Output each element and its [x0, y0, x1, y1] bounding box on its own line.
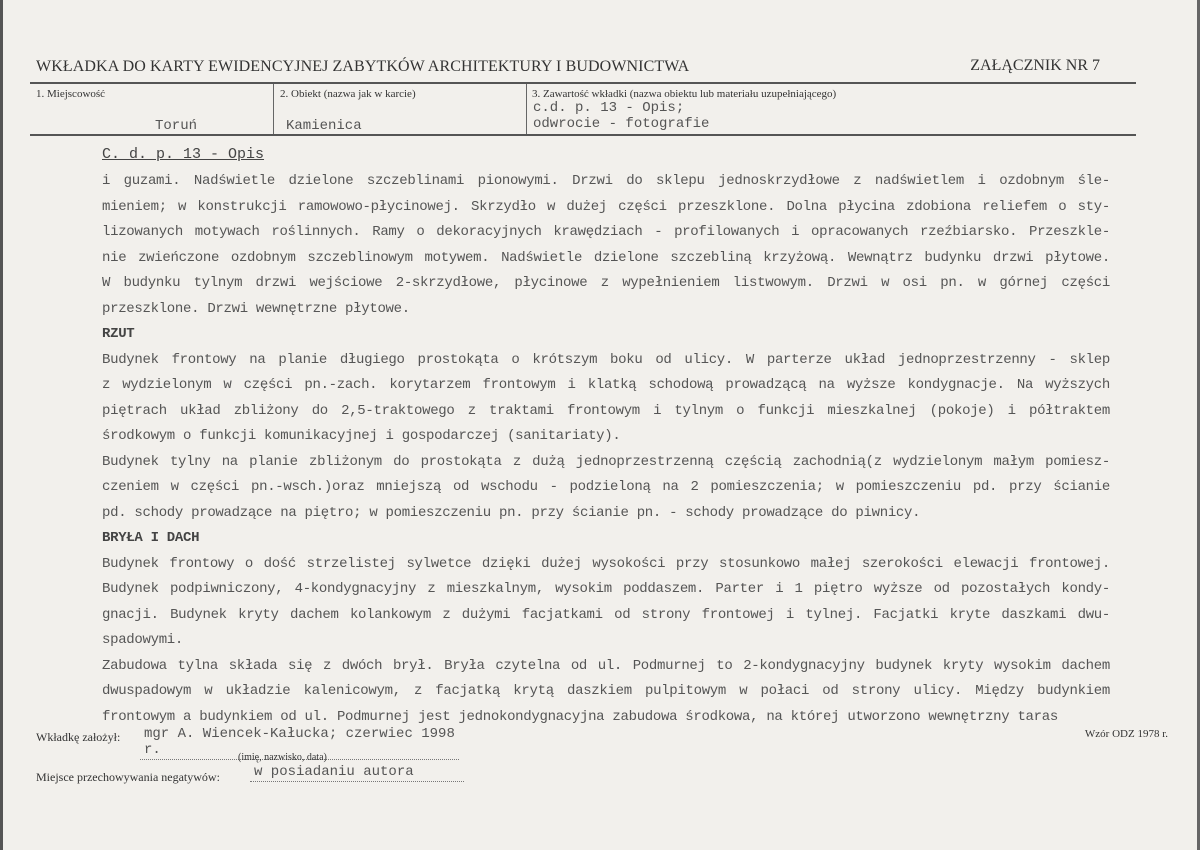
form-title: WKŁADKA DO KARTY EWIDENCYJNEJ ZABYTKÓW ARCHITEKTURY I BUDOWNICTWA: [36, 58, 690, 75]
section-heading: C. d. p. 13 - Opis: [102, 146, 265, 163]
section-subheading: BRYŁA I DACH: [102, 530, 200, 546]
negatives-value: w posiadaniu autora: [250, 764, 464, 782]
text-line: lizowanych motywach roślinnych. Ramy o dekoracyjnych krawędziach - profilowanych i opracowanych rzeźbiarsko. Przeszkle-: [102, 224, 1110, 240]
text-line: Zabudowa tylna składa się z dwóch brył. Bryła czytelna od ul. Podmurnej to 2-kondygnacyjny budynek kryty wysokim dachem: [102, 657, 1110, 674]
text-line: Budynek frontowy na planie długiego prostokąta o krótszym boku od ulicy. W parterze układ jednoprzestrzenny - sklep: [102, 351, 1110, 368]
section-subheading: RZUT: [102, 326, 135, 342]
text-line: W budynku tylnym drzwi wejściowe 2-skrzydłowe, płycinowe z wypełnieniem listwowym. Drzwi w osi pn. w górnej części: [102, 275, 1110, 291]
column-divider: [273, 84, 274, 134]
contents-line-1: c.d. p. 13 - Opis;: [533, 100, 685, 116]
object-label: 2. Obiekt (nazwa jak w karcie): [280, 88, 416, 100]
object-value: Kamienica: [286, 118, 362, 134]
text-line: środkowym o funkcji komunikacyjnej i gospodarczej (sanitariaty).: [102, 428, 621, 444]
text-line: przeszklone. Drzwi wewnętrzne płytowe.: [102, 300, 410, 317]
column-divider: [526, 84, 527, 134]
text-line: czeniem w części pn.-wsch.)oraz mniejszą od wschodu - podzieloną na 2 pomieszczenia; w pomieszczeniu pd. przy ścianie: [102, 479, 1110, 495]
text-line: frontowym a budynkiem od ul. Podmurnej jest jednokondygnacyjna zabudowa środkowa, na której utworzono wewnętrzny taras: [102, 708, 1058, 725]
contents-label: 3. Zawartość wkładki (nazwa obiektu lub materiału uzupełniającego): [532, 88, 837, 100]
description-text: [102, 169, 1110, 730]
contents-line-2: odwrocie - fotografie: [533, 116, 710, 132]
text-line: z wydzielonym w części pn.-zach. korytarzem frontowym i klatką schodową prowadzącą na wyższe kondygnacje. Na wyższych: [102, 377, 1110, 393]
text-line: gnacji. Budynek kryty dachem kolankowym z dużymi facjatkami od strony frontowej i tylnej. Facjatki kryte daszkami dwu-: [102, 606, 1110, 623]
place-value: Toruń: [155, 118, 198, 134]
form-code: Wzór ODZ 1978 r.: [1084, 728, 1168, 740]
author-label: Wkładkę założył:: [36, 730, 121, 744]
text-line: Budynek tylny na planie zbliżonym do prostokąta z dużą jednoprzestrzenną częścią zachodnią(z wydzielonym małym pomiesz-: [102, 453, 1110, 470]
scan-edge-left: [0, 0, 3, 850]
author-value: mgr A. Wiencek-Kałucka; czerwiec 1998 r.: [140, 726, 459, 760]
text-line: pd. schody prowadzące na piętro; w pomieszczeniu pn. przy ścianie pn. - schody prowadzące do piwnicy.: [102, 504, 921, 521]
header-rule-bottom: [30, 134, 1136, 136]
text-line: spadowymi.: [102, 632, 184, 648]
author-hint: (imię, nazwisko, data): [238, 752, 327, 763]
text-line: nie zwieńczone ozdobnym szczeblinowym motywem. Nadświetle dzielone szczebliną krzyżową. Wewnątrz budynku drzwi płytowe.: [102, 249, 1110, 266]
text-line: dwuspadowym w układzie kalenicowym, z facjatką krytą daszkiem pulpitowym w połaci od strony ulicy. Między budynkiem: [102, 683, 1110, 699]
negatives-label: Miejsce przechowywania negatywów:: [36, 770, 220, 784]
header-rule-top: [30, 82, 1136, 84]
text-line: Budynek frontowy o dość strzelistej sylwetce dzięki dużej wysokości przy stosunkowo małej szerokości elewacji frontowej.: [102, 555, 1110, 572]
text-line: mieniem; w konstrukcji ramowowo-płycinowej. Skrzydło w dużej części przeszklone. Dolna płycina zdobiona reliefem o sty-: [102, 198, 1110, 215]
place-label: 1. Miejscowość: [36, 88, 106, 100]
text-line: i guzami. Nadświetle dzielone szczeblinami pionowymi. Drzwi do sklepu jednoskrzydłowe z nadświetlem i ozdobnym śle-: [102, 173, 1110, 189]
annex-number: ZAŁĄCZNIK NR 7: [970, 57, 1100, 74]
text-line: piętrach układ zbliżony do 2,5-traktowego z traktami frontowym i tylnym o funkcji mieszkalnej (pokoje) i półtraktem: [102, 402, 1110, 419]
text-line: Budynek podpiwniczony, 4-kondygnacyjny z mieszkalnym, wysokim poddaszem. Parter i 1 piętro wyższe od pozostałych kondy-: [102, 581, 1110, 597]
